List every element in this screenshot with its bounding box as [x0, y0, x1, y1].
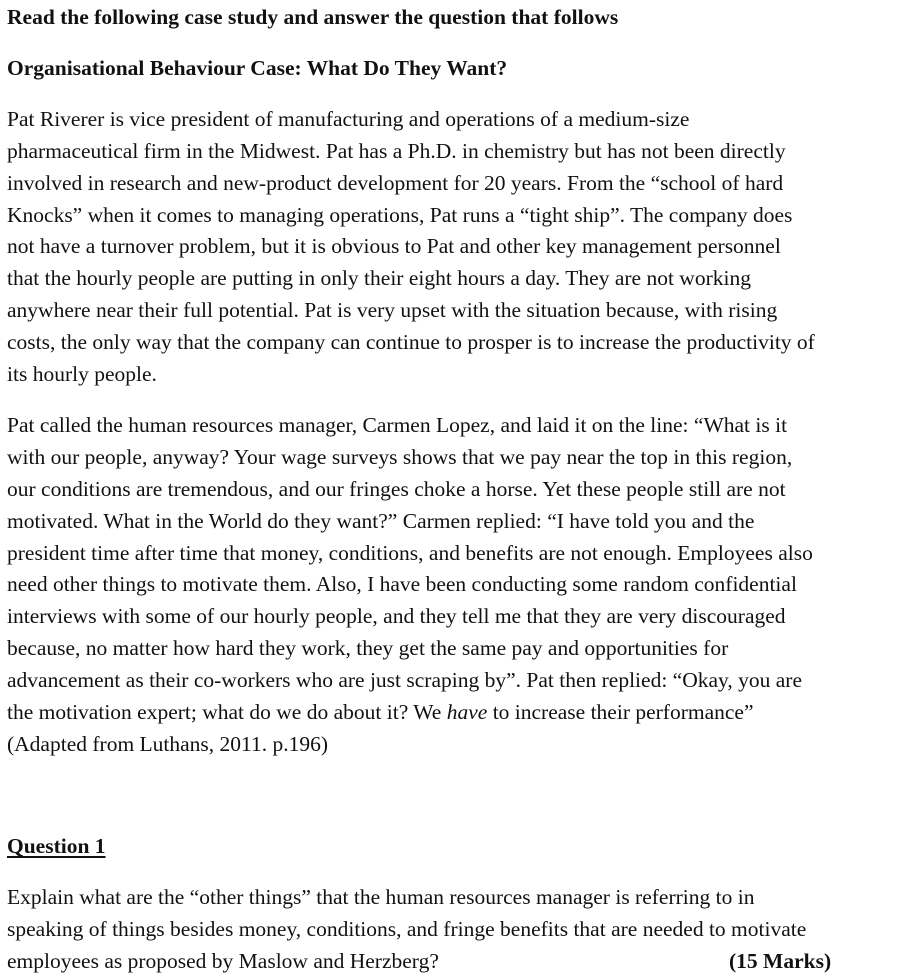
line-text: the motivation expert; what do we do about it? We [7, 700, 447, 724]
paragraph-line: pharmaceutical firm in the Midwest. Pat has a Ph.D. in chemistry but has not been directly [7, 139, 786, 163]
paragraph-line: costs, the only way that the company can continue to prosper is to increase the productivity of [7, 330, 815, 354]
paragraph-line: that the hourly people are putting in only their eight hours a day. They are not working [7, 266, 751, 290]
paragraph-line: because, no matter how hard they work, they get the same pay and opportunities for [7, 636, 729, 660]
paragraph-line: Pat called the human resources manager, Carmen Lopez, and laid it on the line: “What is it [7, 413, 788, 437]
paragraph-line: Knocks” when it comes to managing operations, Pat runs a “tight ship”. The company does [7, 203, 793, 227]
paragraph-line: not have a turnover problem, but it is obvious to Pat and other key management personnel [7, 234, 781, 258]
question-marks: (15 Marks) [729, 949, 832, 973]
question-line: speaking of things besides money, conditions, and fringe benefits that are needed to motivate [7, 917, 807, 941]
question-line: Explain what are the “other things” that the human resources manager is referring to in [7, 885, 755, 909]
paragraph-line: involved in research and new-product development for 20 years. From the “school of hard [7, 171, 784, 195]
paragraph-line: interviews with some of our hourly people, and they tell me that they are very discouraged [7, 604, 786, 628]
emphasized-word: have [446, 700, 488, 724]
paragraph-line: advancement as their co-workers who are just scraping by”. Pat then replied: “Okay, you are [7, 668, 803, 692]
paragraph-line: motivated. What in the World do they want?” Carmen replied: “I have told you and the [7, 509, 755, 533]
paragraph-line: need other things to motivate them. Also, I have been conducting some random confidential [7, 572, 797, 596]
paragraph-line-emphasis [7, 697, 754, 727]
line-text: to increase their performance” [487, 700, 754, 724]
paragraph-line: anywhere near their full potential. Pat is very upset with the situation because, with rising [7, 298, 778, 322]
paragraph-line: with our people, anyway? Your wage surveys shows that we pay near the top in this region, [7, 445, 793, 469]
question-title: Question 1 [7, 834, 106, 858]
paragraph-line: our conditions are tremendous, and our fringes choke a horse. Yet these people still are not [7, 477, 786, 501]
case-title: Organisational Behaviour Case: What Do They Want? [7, 56, 508, 80]
paragraph-line: its hourly people. [7, 362, 157, 386]
question-line: employees as proposed by Maslow and Herzberg? [7, 949, 439, 973]
paragraph-line: Pat Riverer is vice president of manufacturing and operations of a medium-size [7, 107, 690, 131]
citation: (Adapted from Luthans, 2011. p.196) [7, 732, 329, 756]
instruction-heading: Read the following case study and answer the question that follows [7, 5, 619, 29]
paragraph-line: president time after time that money, conditions, and benefits are not enough. Employees also [7, 541, 813, 565]
